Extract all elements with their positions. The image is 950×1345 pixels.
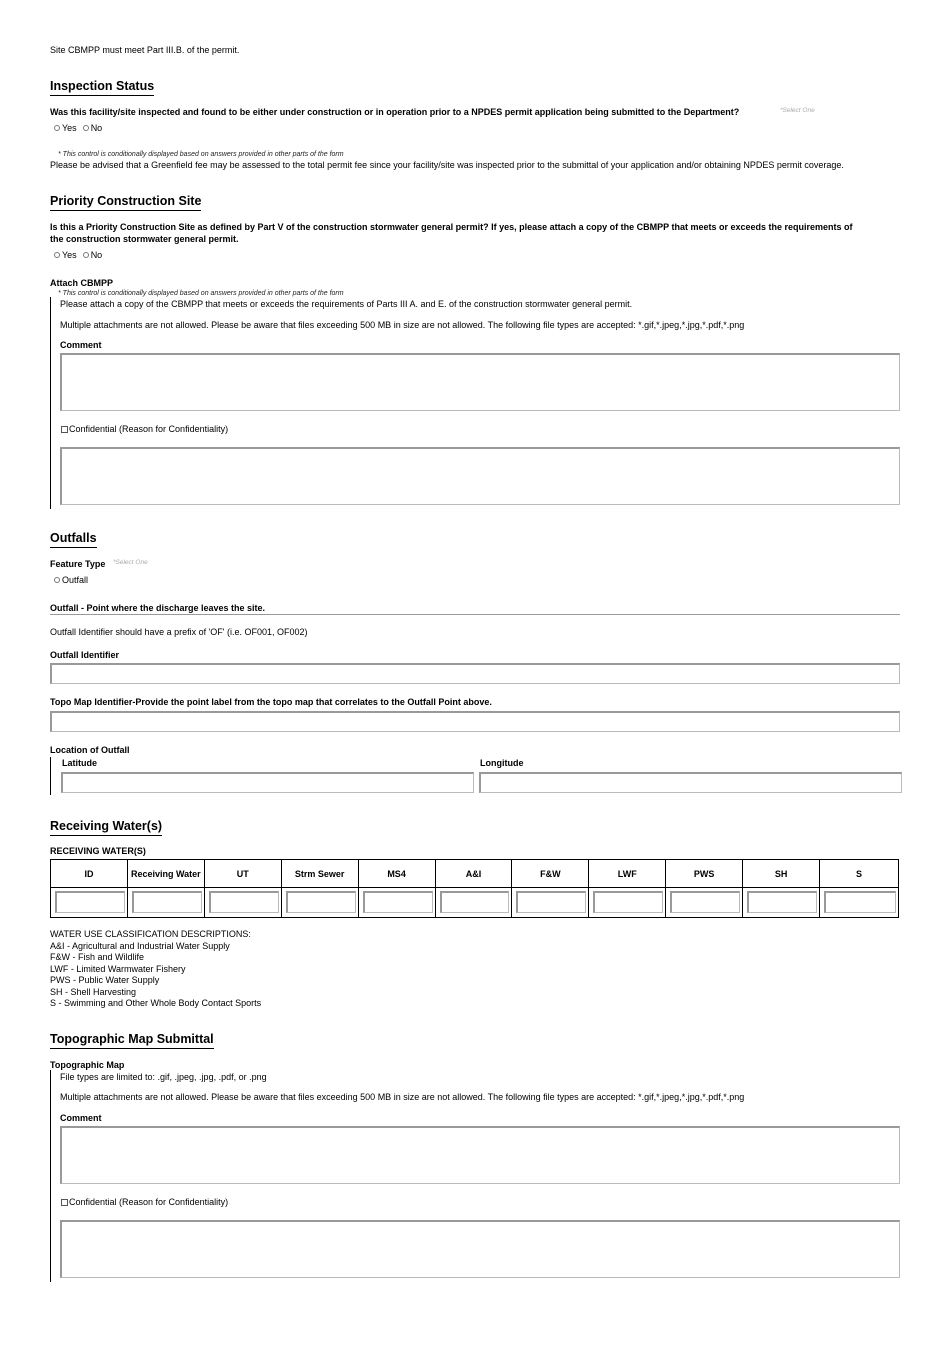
radio-label: No xyxy=(90,123,103,133)
col-ms4-header: MS4 xyxy=(358,860,435,888)
feature-type-radio-group xyxy=(54,575,88,585)
radio-label: Yes xyxy=(62,250,77,260)
table-cell xyxy=(435,888,512,918)
topographic-map-label: Topographic Map xyxy=(50,1060,125,1070)
table-row xyxy=(51,888,899,918)
feature-type-outfall-radio[interactable] xyxy=(54,575,88,585)
priority-question-line2: the construction stormwater general permit. xyxy=(50,234,239,244)
priority-question-line1: Is this a Priority Construction Site as defined by Part V of the construction stormwater general permit? If yes, please attach a copy of the CBMPP that meets or exceeds the requirements of xyxy=(50,222,853,232)
table-cell xyxy=(281,888,358,918)
strm-sewer-input[interactable] xyxy=(286,891,356,913)
table-cell xyxy=(358,888,435,918)
attach-cbmpp-conditional-note: * This control is conditionally displayed based on answers provided in other parts of the form xyxy=(58,290,344,297)
attach-cbmpp-comment-label: Comment xyxy=(60,340,102,350)
col-receiving-water-header: Receiving Water xyxy=(127,860,204,888)
greenfield-advisory: Please be advised that a Greenfield fee may be assessed to the total permit fee since your facility/site was inspected prior to the submittal of your application and/or obtaining NPDES permit coverage. xyxy=(50,160,844,170)
description-line: LWF - Limited Warmwater Fishery xyxy=(50,963,186,974)
description-line: F&W - Fish and Wildlife xyxy=(50,952,145,962)
priority-radio-group xyxy=(54,250,102,260)
ut-input[interactable] xyxy=(209,891,279,913)
receiving-waters-table xyxy=(50,859,899,918)
table-cell xyxy=(820,888,899,918)
topo-comment-label: Comment xyxy=(60,1113,102,1123)
attach-cbmpp-border xyxy=(50,297,51,509)
radio-circle-icon xyxy=(54,577,60,583)
water-use-descriptions xyxy=(50,929,261,1010)
confidential-checkbox-icon[interactable] xyxy=(61,1199,68,1206)
confidential-label: Confidential (Reason for Confidentiality) xyxy=(69,424,229,434)
latitude-input[interactable] xyxy=(61,772,474,793)
outfall-heading: Outfall - Point where the discharge leaves the site. xyxy=(50,603,266,613)
sh-input[interactable] xyxy=(747,891,817,913)
topo-confidential[interactable] xyxy=(61,1197,228,1207)
outfall-identifier-input[interactable] xyxy=(50,663,900,684)
col-ut-header: UT xyxy=(204,860,281,888)
attach-cbmpp-instruction: Please attach a copy of the CBMPP that meets or exceeds the requirements of Parts III A. and E. of the construction stormwater general permit. xyxy=(60,299,633,309)
receiving-waters-header-row xyxy=(51,860,899,888)
col-id-header: ID xyxy=(51,860,128,888)
location-border xyxy=(50,757,51,795)
fw-input[interactable] xyxy=(516,891,586,913)
col-s-header: S xyxy=(820,860,899,888)
inspection-conditional-note: * This control is conditionally displayed based on answers provided in other parts of the form xyxy=(58,151,344,158)
description-line: A&I - Agricultural and Industrial Water Supply xyxy=(50,940,230,951)
priority-yes-radio[interactable] xyxy=(54,250,77,260)
attach-cbmpp-confidential[interactable] xyxy=(61,424,228,434)
description-line: WATER USE CLASSIFICATION DESCRIPTIONS: xyxy=(50,929,251,939)
description-line: PWS - Public Water Supply xyxy=(50,975,160,985)
radio-circle-icon xyxy=(83,252,89,258)
feature-type-select-hint: *Select One xyxy=(113,559,148,566)
inspection-yes-radio[interactable] xyxy=(54,123,77,133)
outfall-heading-divider xyxy=(50,614,900,615)
radio-label: Outfall xyxy=(62,575,89,585)
col-lwf-header: LWF xyxy=(589,860,666,888)
topo-comment-textarea[interactable] xyxy=(60,1126,900,1184)
col-ai-header: A&I xyxy=(435,860,512,888)
radio-circle-icon xyxy=(54,125,60,131)
inspection-no-radio[interactable] xyxy=(83,123,103,133)
lwf-input[interactable] xyxy=(593,891,663,913)
priority-site-title: Priority Construction Site xyxy=(50,194,201,211)
radio-label: No xyxy=(90,250,103,260)
outfall-identifier-note: Outfall Identifier should have a prefix of 'OF' (i.e. OF001, OF002) xyxy=(50,627,308,637)
inspection-select-hint: *Select One xyxy=(780,107,815,114)
ms4-input[interactable] xyxy=(363,891,433,913)
topo-map-submittal-title: Topographic Map Submittal xyxy=(50,1032,214,1049)
intro-text: Site CBMPP must meet Part III.B. of the permit. xyxy=(50,45,240,55)
table-cell xyxy=(204,888,281,918)
attach-cbmpp-label: Attach CBMPP xyxy=(50,278,114,288)
topo-file-types-note: File types are limited to: .gif, .jpeg, .jpg, .pdf, or .png xyxy=(60,1072,267,1082)
description-line: SH - Shell Harvesting xyxy=(50,986,137,997)
s-input[interactable] xyxy=(824,891,896,913)
topo-attachment-note: Multiple attachments are not allowed. Please be aware that files exceeding 500 MB in size are not allowed. The following file types are accepted: *.gif,*.jpeg,*.jpg,*.pdf,*.png xyxy=(60,1092,745,1102)
col-pws-header: PWS xyxy=(666,860,743,888)
receiving-waters-table-label: RECEIVING WATER(S) xyxy=(50,846,146,856)
table-cell xyxy=(666,888,743,918)
feature-type-label: Feature Type xyxy=(50,559,106,569)
attach-cbmpp-attachment-note: Multiple attachments are not allowed. Please be aware that files exceeding 500 MB in size are not allowed. The following file types are accepted: *.gif,*.jpeg,*.jpg,*.pdf,*.png xyxy=(60,320,745,330)
table-cell xyxy=(51,888,128,918)
confidential-checkbox-icon[interactable] xyxy=(61,426,68,433)
id-input[interactable] xyxy=(55,891,125,913)
receiving-water-input[interactable] xyxy=(132,891,202,913)
location-of-outfall-label: Location of Outfall xyxy=(50,745,130,755)
table-cell xyxy=(512,888,589,918)
table-cell xyxy=(743,888,820,918)
table-cell xyxy=(127,888,204,918)
inspection-radio-group xyxy=(54,123,102,133)
topo-map-identifier-label: Topo Map Identifier-Provide the point label from the topo map that correlates to the Outfall Point above. xyxy=(50,697,492,707)
receiving-waters-title: Receiving Water(s) xyxy=(50,819,162,836)
latitude-label: Latitude xyxy=(62,758,97,768)
attach-cbmpp-comment-textarea[interactable] xyxy=(60,353,900,411)
radio-label: Yes xyxy=(62,123,77,133)
table-cell xyxy=(589,888,666,918)
col-fw-header: F&W xyxy=(512,860,589,888)
attach-cbmpp-confidential-textarea[interactable] xyxy=(60,447,900,505)
pws-input[interactable] xyxy=(670,891,740,913)
radio-circle-icon xyxy=(83,125,89,131)
longitude-label: Longitude xyxy=(480,758,524,768)
topo-map-border xyxy=(50,1070,51,1282)
topo-confidential-textarea[interactable] xyxy=(60,1220,900,1278)
description-line: S - Swimming and Other Whole Body Contact Sports xyxy=(50,998,262,1008)
outfalls-title: Outfalls xyxy=(50,531,97,548)
inspection-status-title: Inspection Status xyxy=(50,79,154,96)
longitude-input[interactable] xyxy=(479,772,902,793)
topo-map-identifier-input[interactable] xyxy=(50,711,900,732)
ai-input[interactable] xyxy=(440,891,510,913)
outfall-identifier-label: Outfall Identifier xyxy=(50,650,120,660)
priority-no-radio[interactable] xyxy=(83,250,103,260)
inspection-question: Was this facility/site inspected and found to be either under construction or in operation prior to a NPDES permit application being submitted to the Department? xyxy=(50,107,740,117)
col-sh-header: SH xyxy=(743,860,820,888)
confidential-label: Confidential (Reason for Confidentiality) xyxy=(69,1197,229,1207)
col-strm-sewer-header: Strm Sewer xyxy=(281,860,358,888)
radio-circle-icon xyxy=(54,252,60,258)
